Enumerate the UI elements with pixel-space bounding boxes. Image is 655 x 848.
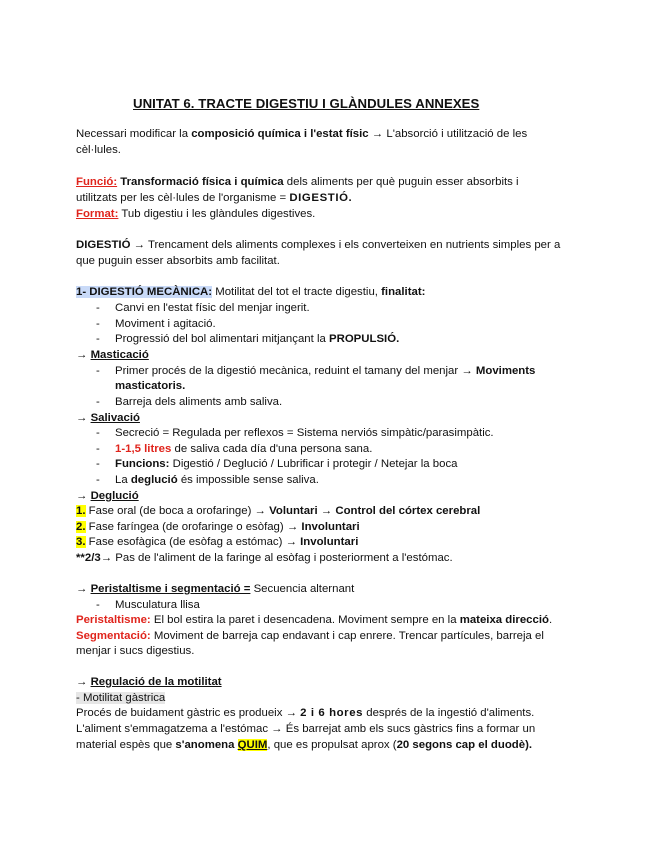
peristaltisme-def-bold: mateixa direcció: [459, 614, 549, 626]
bullet-dash: -: [96, 318, 100, 330]
fase-text: Fase oral (de boca a orofaringe) →: [85, 505, 270, 517]
digestio-text: → Trencament dels aliments complexes i els converteixen en nutrients simples per a: [130, 239, 561, 251]
regulacio-hores: 2 i 6 hores: [300, 707, 364, 719]
funcio-digestio: DIGESTIÓ.: [289, 192, 353, 204]
arrow-glyph: →: [76, 676, 91, 688]
mecanica-text: Motilitat del tot el tracte digestiu,: [212, 286, 382, 298]
regulacio-bold-2: 20 segons cap el duodè).: [396, 739, 533, 751]
mecanica-heading: [76, 285, 425, 301]
regulacio-bold: s'anomena: [175, 739, 238, 751]
segmentacio-line-2: menjar i sucs digestius.: [76, 645, 195, 657]
page-title: UNITAT 6. TRACTE DIGESTIU I GLÀNDULES ANNEXES: [133, 96, 480, 111]
regulacio-text-2: després de la ingestió d'aliments.: [363, 707, 535, 719]
salivacio-item: [115, 442, 372, 458]
funcio-bold: Transformació física i química: [117, 176, 284, 188]
salivacio-deglucio: deglució: [130, 474, 178, 486]
fase-text: Fase esofàgica (de esòfag a estómac) →: [85, 536, 301, 548]
salivacio-heading: [76, 411, 140, 427]
funcio-label: Funció:: [76, 176, 118, 188]
deglucio-note: [76, 551, 453, 567]
salivacio-text-2: és impossible sense saliva.: [177, 474, 319, 486]
quim-highlight: QUIM: [237, 739, 268, 751]
mecanica-propulsio: PROPULSIÓ.: [329, 333, 400, 345]
peristaltisme-def: [76, 613, 552, 629]
note-marker: **2/3: [76, 552, 101, 564]
arrow-glyph: →: [76, 412, 91, 424]
peristaltisme-text: Secuencia alternant: [250, 583, 355, 595]
digestio-bold: DIGESTIÓ: [76, 239, 131, 251]
salivacio-text: de saliva cada día d'una persona sana.: [171, 443, 373, 455]
bullet-dash: -: [96, 443, 100, 455]
mecanica-item: [115, 332, 399, 348]
arrow-glyph: →: [76, 583, 91, 595]
regulacio-label: Regulació de la motilitat: [90, 676, 222, 688]
regulacio-p2: L'aliment s'emmagatzema a l'estómac → És barrejat amb els sucs gàstrics fins a formar un: [76, 723, 536, 735]
deglucio-fase-3: [76, 535, 358, 551]
deglucio-heading: [76, 489, 139, 505]
regulacio-p1: [76, 706, 534, 722]
peristaltisme-def-label: Peristaltisme:: [76, 614, 151, 626]
funcio-line-1: [76, 175, 519, 191]
deglucio-fase-2: [76, 520, 360, 536]
mecanica-finalitat: finalitat:: [381, 286, 426, 298]
regulacio-sub: [76, 691, 165, 707]
masticacio-item: [115, 364, 535, 380]
deglucio-label: Deglució: [90, 490, 139, 502]
arrow-glyph: →: [76, 349, 91, 361]
masticacio-bold-2: masticatoris.: [115, 380, 186, 392]
motilitat-gastrica: - Motilitat gàstrica: [76, 692, 166, 704]
intro-text: Necessari modificar la: [76, 128, 192, 140]
fase-bold: Involuntari: [301, 521, 360, 533]
intro-line-1: [76, 127, 527, 143]
format-text: Tub digestiu i les glàndules digestives.: [118, 208, 316, 220]
segmentacio-text: Moviment de barreja cap endavant i cap enrere. Trencar partícules, barreja el: [150, 630, 544, 642]
funcio-text: dels aliments per què puguin esser absorbits i: [283, 176, 519, 188]
masticacio-item-cont: [115, 379, 185, 395]
bullet-dash: -: [96, 474, 100, 486]
mecanica-item-text: Progressió del bol alimentari mitjançant la: [115, 333, 329, 345]
note-text: → Pas de l'aliment de la faringe al esòfag i posteriorment a l'estómac.: [100, 552, 453, 564]
regulacio-p3: [76, 738, 532, 754]
fase-number: 3.: [76, 536, 86, 548]
bullet-dash: -: [96, 333, 100, 345]
fase-number: 1.: [76, 505, 86, 517]
masticacio-item: Barreja dels aliments amb saliva.: [115, 396, 283, 408]
bullet-dash: -: [96, 427, 100, 439]
period: .: [548, 614, 553, 626]
regulacio-text-3: , que es propulsat aprox (: [267, 739, 397, 751]
intro-line-2: cèl·lules.: [76, 144, 121, 156]
intro-bold: composició química i l'estat físic: [191, 128, 369, 140]
bullet-dash: -: [96, 302, 100, 314]
masticacio-label: Masticació: [90, 349, 149, 361]
peristaltisme-item: Musculatura llisa: [115, 599, 200, 611]
regulacio-heading: [76, 675, 222, 691]
bullet-dash: -: [96, 458, 100, 470]
mecanica-label: 1- DIGESTIÓ MECÀNICA:: [76, 286, 213, 298]
salivacio-item: [115, 457, 458, 473]
digestio-line-1: [76, 238, 560, 254]
bullet-dash: -: [96, 365, 100, 377]
salivacio-item: Secreció = Regulada per reflexos = Sistema nerviós simpàtic/parasimpàtic.: [115, 427, 494, 439]
regulacio-text: material espès que: [76, 739, 176, 751]
intro-text-2: → L'absorció i utilització de les: [368, 128, 528, 140]
format-label: Format:: [76, 208, 119, 220]
masticacio-bold: Moviments: [475, 365, 536, 377]
bullet-dash: -: [96, 599, 100, 611]
peristaltisme-heading: [76, 582, 354, 598]
arrow-glyph: →: [76, 490, 91, 502]
mecanica-item: Moviment i agitació.: [115, 318, 216, 330]
peristaltisme-def-text: El bol estira la paret i desencadena. Moviment sempre en la: [150, 614, 460, 626]
fase-number: 2.: [76, 521, 86, 533]
funcio-text-2: utilitzats per les cèl·lules de l'organisme =: [76, 192, 290, 204]
masticacio-heading: [76, 348, 149, 364]
salivacio-funcions: Funcions:: [115, 458, 170, 470]
mecanica-item: Canvi en l'estat físic del menjar ingerit.: [115, 302, 310, 314]
fase-bold: Involuntari: [300, 536, 359, 548]
deglucio-fase-1: [76, 504, 480, 520]
fase-text: Fase faríngea (de orofaringe o esòfag) →: [85, 521, 302, 533]
peristaltisme-label: Peristaltisme i segmentació =: [90, 583, 251, 595]
regulacio-text: Procés de buidament gàstric es produeix →: [76, 707, 301, 719]
salivacio-item: [115, 473, 319, 489]
salivacio-text: La: [115, 474, 131, 486]
format-line: [76, 207, 315, 223]
salivacio-label: Salivació: [90, 412, 140, 424]
bullet-dash: -: [96, 396, 100, 408]
segmentacio-label: Segmentació:: [76, 630, 151, 642]
digestio-line-2: que puguin esser absorbits amb facilitat.: [76, 255, 280, 267]
fase-bold: Voluntari → Control del córtex cerebral: [269, 505, 481, 517]
segmentacio-def: [76, 629, 544, 645]
salivacio-litres: 1-1,5 litres: [115, 443, 172, 455]
masticacio-text: Primer procés de la digestió mecànica, reduint el tamany del menjar →: [115, 365, 476, 377]
funcio-line-2: [76, 191, 352, 207]
salivacio-text: Digestió / Deglució / Lubrificar i protegir / Netejar la boca: [169, 458, 458, 470]
